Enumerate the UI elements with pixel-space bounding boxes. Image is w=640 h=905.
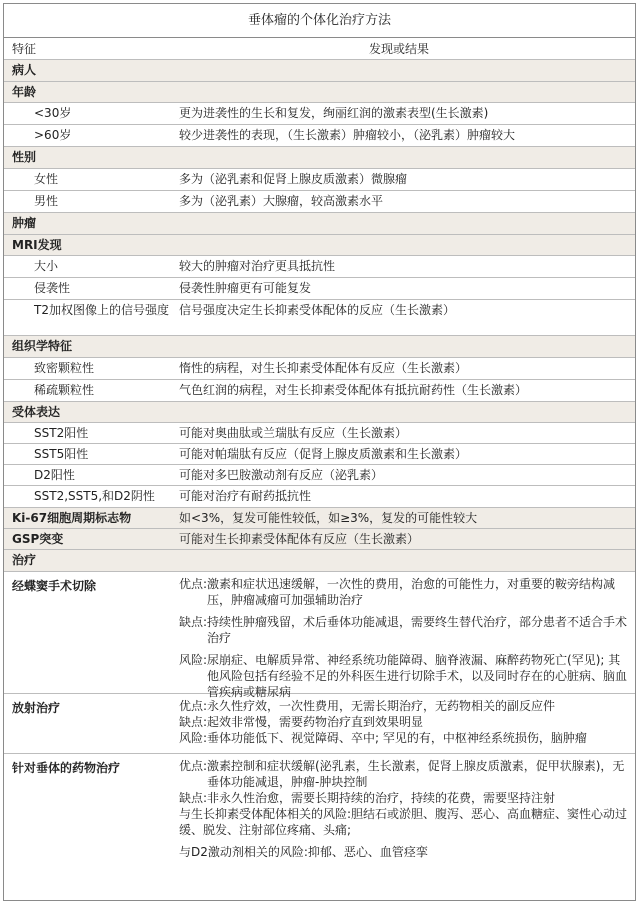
table-row <box>4 529 635 550</box>
cons-item <box>179 614 629 646</box>
finding-text: 气色红润的病程，对生长抑素受体配体有抵抗耐药性（生长激素） <box>179 383 528 397</box>
treatment-table <box>3 3 636 901</box>
finding-text: 侵袭性肿瘤更有可能复发 <box>179 281 312 295</box>
category-row <box>4 550 635 572</box>
category-row <box>4 60 635 82</box>
cons-text: 非永久性治愈，需要长期持续的治疗，持续的花费，需要坚持注射 <box>207 791 556 805</box>
feature-label: SST2,SST5,和D2阴性 <box>34 489 155 503</box>
finding-text: 可能对帕瑞肽有反应（促肾上腺皮质激素和生长激素） <box>179 447 468 461</box>
table-row <box>4 256 635 278</box>
header-finding: 发现或结果 <box>368 42 429 56</box>
category-label: 年龄 <box>12 85 37 99</box>
finding-text: 多为（泌乳素和促肾上腺皮质激素）微腺瘤 <box>179 172 408 186</box>
table-header <box>4 38 635 60</box>
feature-label: 大小 <box>34 259 59 273</box>
pros-text: 永久性疗效，一次性费用，无需长期治疗，无药物相关的副反应件 <box>207 699 556 713</box>
finding-text: 可能对多巴胺激动剂有反应（泌乳素） <box>179 468 384 482</box>
finding-text: 较少进袭性的表现，（生长激素）肿瘤较小，（泌乳素）肿瘤较大 <box>179 128 516 142</box>
category-row <box>4 213 635 235</box>
feature-label: 男性 <box>34 194 59 208</box>
table-row <box>4 508 635 529</box>
feature-label: T2加权图像上的信号强度 <box>34 303 169 317</box>
category-label: 肿瘤 <box>12 216 37 230</box>
cons-text: 起效非常慢，需要药物治疗直到效果明显 <box>207 715 424 729</box>
pros-label: 优点: <box>179 699 208 713</box>
finding-text: 可能对治疗有耐药抵抗性 <box>179 489 312 503</box>
feature-label: <30岁 <box>34 106 72 120</box>
cons-label: 缺点: <box>179 715 208 729</box>
table-row <box>4 191 635 213</box>
category-label: MRI发现 <box>12 238 62 252</box>
table-row <box>4 444 635 465</box>
pros-item <box>179 758 629 790</box>
risks-label: 风险: <box>179 731 208 745</box>
risks-text: 尿崩症、电解质异常、神经系统功能障碍、脑脊液漏、麻醉药物死亡(罕见); 其他风险包括有经验不足的外科医生进行切除手术，以及同时存在的心脏病、脑血管疾病或糖尿病 <box>207 653 628 699</box>
finding-text: 信号强度决定生长抑素受体配体的反应（生长激素） <box>179 303 456 317</box>
treatment-row-medical <box>4 754 635 883</box>
finding-text: 较大的肿瘤对治疗更具抵抗性 <box>179 259 336 273</box>
pros-item <box>179 576 629 608</box>
finding-text: 如<3%，复发可能性较低，如≥3%，复发的可能性较大 <box>179 511 478 525</box>
finding-text: 更为进袭性的生长和复发，绚丽红润的激素表型(生长激素) <box>179 106 489 120</box>
category-label: 性别 <box>12 150 37 164</box>
feature-label: >60岁 <box>34 128 72 142</box>
pros-text: 激素控制和症状缓解(泌乳素，生长激素，促肾上腺皮质激素，促甲状腺素)，无垂体功能减退，肿瘤-肿块控制 <box>207 759 625 789</box>
header-feature: 特征 <box>12 42 37 56</box>
finding-text: 可能对生长抑素受体配体有反应（生长激素） <box>179 532 420 546</box>
finding-text: 可能对奥曲肽或兰瑞肽有反应（生长激素） <box>179 426 408 440</box>
risks-item <box>179 806 629 838</box>
risks-item <box>179 652 629 700</box>
table-row <box>4 300 635 336</box>
treatment-row-surgery <box>4 572 635 699</box>
table-row <box>4 278 635 300</box>
table-row <box>4 358 635 380</box>
cons-item <box>179 790 629 806</box>
finding-text: 惰性的病程，对生长抑素受体配体有反应（生长激素） <box>179 361 468 375</box>
treatment-row-radiotherapy <box>4 694 635 754</box>
treatment-label: 放射治疗 <box>12 701 61 715</box>
risks-item <box>179 730 629 746</box>
risks-label: 与生长抑素受体配体相关的风险: <box>179 807 352 821</box>
pros-item <box>179 698 629 714</box>
pros-text: 激素和症状迅速缓解，一次性的费用，治愈的可能性力，对重要的鞍旁结构减压，肿瘤减瘤可加强辅助治疗 <box>207 577 616 607</box>
feature-label: 女性 <box>34 172 59 186</box>
category-row <box>4 402 635 423</box>
category-row <box>4 147 635 169</box>
table-row <box>4 125 635 147</box>
table-row <box>4 103 635 125</box>
category-label: 组织学特征 <box>12 339 73 353</box>
cons-item <box>179 714 629 730</box>
cons-label: 缺点: <box>179 791 208 805</box>
feature-label: 侵袭性 <box>34 281 71 295</box>
table-title: 垂体瘤的个体化治疗方法 <box>4 4 635 38</box>
risks-text: 胆结石或淤胆、腹泻、恶心、高血糖症、窦性心动过缓、脱发、注射部位疼痛、头痛; <box>179 807 628 837</box>
feature-label: 稀疏颗粒性 <box>34 383 95 397</box>
risks-text: 垂体功能低下、视觉障碍、卒中; 罕见的有，中枢神经系统损伤，脑肿瘤 <box>207 731 587 745</box>
cons-label: 缺点: <box>179 615 208 629</box>
category-row <box>4 235 635 256</box>
feature-label: 致密颗粒性 <box>34 361 95 375</box>
risks-label: 风险: <box>179 653 208 667</box>
category-label: 病人 <box>12 63 37 77</box>
table-row <box>4 465 635 486</box>
table-row <box>4 486 635 508</box>
pros-label: 优点: <box>179 759 208 773</box>
feature-label: D2阳性 <box>34 468 75 482</box>
table-row <box>4 169 635 191</box>
cons-text: 持续性肿瘤残留，术后垂体功能减退，需要终生替代治疗，部分患者不适合手术治疗 <box>207 615 628 645</box>
feature-label: SST2阳性 <box>34 426 89 440</box>
category-label: 受体表达 <box>12 405 61 419</box>
category-label: 治疗 <box>12 553 37 567</box>
category-row <box>4 82 635 103</box>
pros-label: 优点: <box>179 577 208 591</box>
treatment-label: 经蝶窦手术切除 <box>12 579 97 593</box>
category-row <box>4 336 635 358</box>
table-row <box>4 423 635 444</box>
table-row <box>4 380 635 402</box>
treatment-label: 针对垂体的药物治疗 <box>12 761 121 775</box>
feature-label: Ki-67细胞周期标志物 <box>12 511 132 525</box>
feature-label: GSP突变 <box>12 532 64 546</box>
d2-risks-text: 与D2激动剂相关的风险:抑郁、恶心、血管痉挛 <box>179 845 428 859</box>
finding-text: 多为（泌乳素）大腺瘤，较高激素水平 <box>179 194 384 208</box>
feature-label: SST5阳性 <box>34 447 89 461</box>
